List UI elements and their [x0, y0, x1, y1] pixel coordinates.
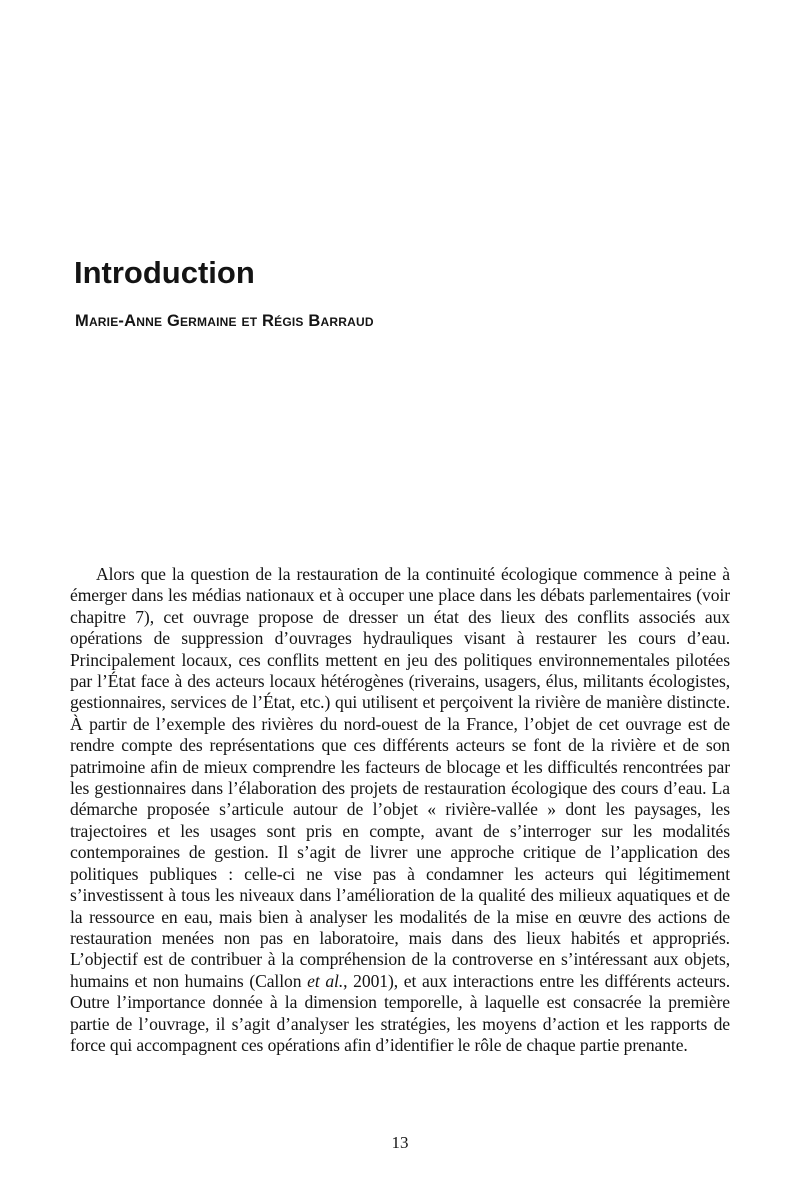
intro-paragraph [70, 564, 730, 1056]
chapter-title: Introduction [74, 255, 255, 290]
latin-phrase-et-al: et al. [307, 970, 344, 991]
page-number: 13 [391, 1133, 409, 1152]
authors-line: Marie-Anne Germaine et Régis Barraud [75, 312, 374, 330]
paragraph-text-continued: , 2001), et aux interactions entre les différents acteurs. Outre l’importance donnée à la dimension temporelle, à laquelle est consacrée la première partie de l’ouvrage, il s’agit d’analyser les stratégies, les moyens d’action et les rapports de force qui accompagnent ces opérations afin d’identifier le rôle de chaque partie prenante. [70, 970, 730, 1055]
paragraph-text: Alors que la question de la restauration de la continuité écologique commence à peine à émerger dans les médias nationaux et à occuper une place dans les débats parlementaires (voir chapitre 7), cet ouvrage propose de dresser un état des lieux des conflits associés aux opérations de suppression d’ouvrages hydrauliques visant à restaurer les cours d’eau. Principalement locaux, ces conflits mettent en jeu des politiques environnementales pilotées par l’État face à des acteurs locaux hétérogènes (riverains, usagers, élus, militants écologistes, gestionnaires, services de l’État, etc.) qui utilisent et perçoivent la rivière de manière distincte. À partir de l’exemple des rivières du nord-ouest de la France, l’objet de cet ouvrage est de rendre compte des représentations que ces différents acteurs se font de la rivière et de son patrimoine afin de mieux comprendre les facteurs de blocage et les difficultés rencontrées par les gestionnaires dans l’élaboration des projets de restauration écologique des cours d’eau. La démarche proposée s’articule autour de l’objet « rivière-vallée » dont les paysages, les trajectoires et les usages sont pris en compte, avant de s’interroger sur les modalités contemporaines de gestion. Il s’agit de livrer une approche critique de l’application des politiques publiques : celle-ci ne vise pas à condamner les acteurs qui légitimement s’investissent à tous les niveaux dans l’amélioration de la qualité des milieux aquatiques et de la ressource en eau, mais bien à analyser les modalités de la mise en œuvre des actions de restauration menées non pas en laboratoire, mais dans des lieux habités et appropriés. L’objectif est de contribuer à la compréhension de la controverse en s’intéressant aux objets, humains et non humains (Callon [70, 564, 730, 991]
